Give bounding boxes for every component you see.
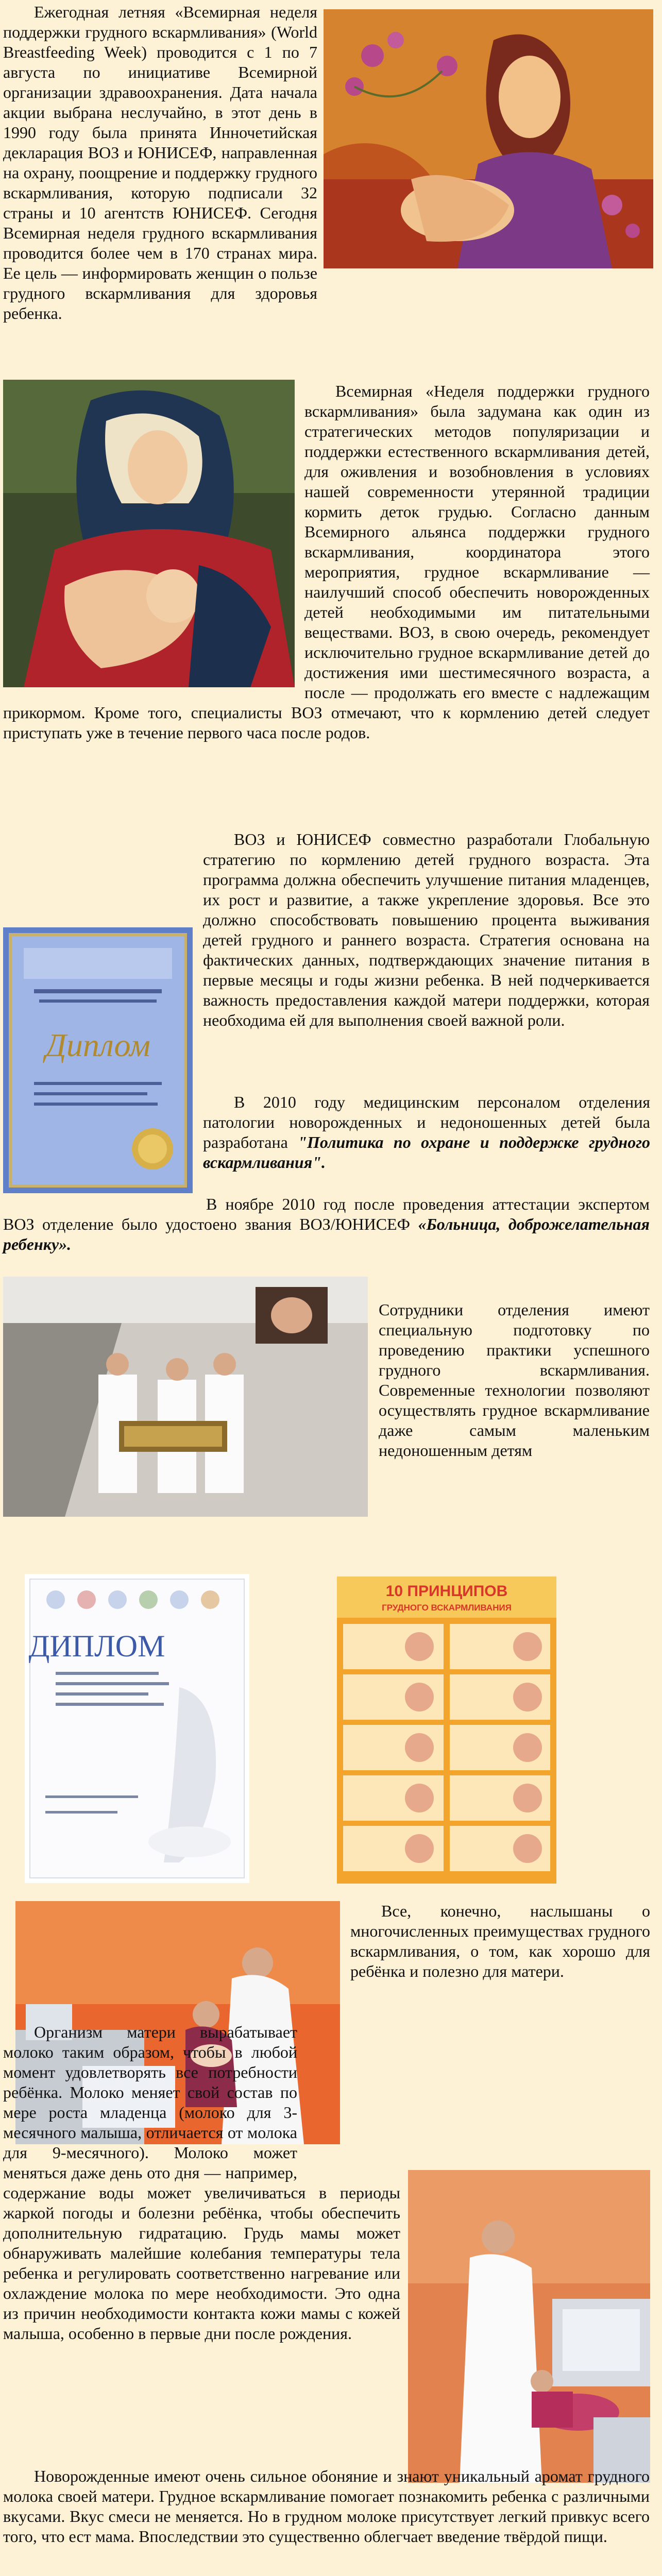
certification-title: «Больница, доброжелательная ребенку». [3,1215,650,1253]
diploma-2-title: ДИПЛОМ [28,1629,165,1663]
poster-subtitle: ГРУДНОГО ВСКАРМЛИВАНИЯ [382,1603,512,1613]
policy-title: "Политика по охране и поддержке грудного вскармливания". [203,1133,651,1172]
paragraph-smell [3,2466,650,2547]
paragraph-milk-text: Организм матери вырабатывает молоко таким образом, чтобы в любой момент удовлетворять все потребности ребёнка. Молоко меняет свой состав по мере роста младенца (молоко для 3-месячного малыша, отличается от молока для 9-месячного). Молоко может меняться даже день ото дня — например, содержание воды может увеличиваться в периоды жаркой погоды и болезни ребёнка, чтобы обеспечить дополнительную гидратацию. Грудь мамы может обнаруживать малейшие колебания температуры тела ребенка и регулировать соответственно нагревание или охлаждение молока по мере необходимости. Это одна из причин необходимости контакта кожи мамы с кожей малыша, особенно в первые дни после рождения. [3,2023,400,2343]
paragraph-benefits [350,1901,650,1981]
poster-title: 10 ПРИНЦИПОВ [385,1583,508,1600]
paragraph-smell-text: Новорожденные имеют очень сильное обоняние и знают уникальный аромат грудного молока своей матери. Грудное вскармливание помогает познакомить ребенка с различными вкусами. Вкус смеси не меняется. Но в грудном молоке присутствует легкий привкус всего того, что ест мама. Впоследствии это существенно облегчает введение твёрдой пищи. [3,2467,650,2546]
paragraph-strategy-body: ВОЗ и ЮНИСЕФ совместно разработали Глобальную стратегию по кормлению детей грудного возраста. Эта программа должна обеспечить улучшение питания младенцев, их рост и развитие, а также укрепление здоровья. Все это должно способствовать повышению процента выживания детей грудного и раннего возраста. Стратегия основана на фактических данных, подтверждающих значение питания в первые месяцы и годы жизни ребенка. В ней подчеркивается важность предоставления каждой матери поддержки, которая необходима ей для выполнения своей важной роли. [203,830,650,1029]
mother-flowers-painting [324,9,653,268]
image-float-spacer [3,381,304,690]
diploma-1-title: Диплом [45,1027,150,1063]
diploma-float-spacer [3,930,203,1198]
paragraph-intro-text: Ежегодная летняя «Всемирная неделя поддержки грудного вскармливания» (World Breastfeeding Week) проводится с 1 по 7 августа по инициативе Всемирной организации здравоохранения. Дата начала акции выбрана неслучайно, в этот день в 1990 году была принята Инночетийская декларация ВОЗ и ЮНИСЕФ, направленная на охрану, поощрение и поддержку грудного вскармливания, которую подписали 32 страны и 10 агентств ЮНИСЕФ. Сегодня Всемирная неделя грудного вскармливания проводится более чем в 170 странах мира. Ее цель — информировать женщин о пользе грудного вскармливания для здоровья ребенка. [3,3,317,323]
paragraph-certification [3,1194,650,1255]
photo-float-spacer-top [297,2022,650,2167]
paragraph-policy-text [203,1092,650,1173]
paragraph-certification-text [3,1194,650,1255]
ten-principles-poster [337,1577,556,1884]
paragraph-staff [379,1300,650,1461]
paragraph-policy [203,1092,650,1173]
paragraph-intro [3,2,317,324]
paragraph-certification-body: В ноябре 2010 год после проведения аттестации экспертом ВОЗ отделение было удостоено звания ВОЗ/ЮНИСЕФ [3,1195,650,1233]
paragraph-policy-body: В 2010 году медицинским персоналом отделения патологии новорожденных и недоношенных детей была разработана [203,1093,650,1151]
photo-float-spacer-bottom [400,2167,650,2487]
staff-photo [3,1277,368,1517]
paragraph-week-body: Всемирная «Неделя поддержки грудного вскармливания» была задумана как один из стратегических методов популяризации и поддержки естественного вскармливания детей, для оживления и возобновления в условиях нашей современности утерянной традиции кормить деток грудью. Согласно данным Всемирного альянса поддержки грудного вскармливания, координатора этого мероприятия, грудное вскармливание — наилучший способ обеспечить новорожденных детей необходимыми им питательными веществами. ВОЗ, в свою очередь, рекомендует исключительно грудное вскармливание детей до достижения ими шестимесячного возраста, а после — продолжать его вместе с надлежащим прикормом. Кроме того, специалисты ВОЗ отмечают, что к кормлению детей следует приступать уже в течение первого часа после родов. [3,382,650,742]
paragraph-strategy-text [3,829,650,1030]
paragraph-week-wrap [3,381,650,743]
paragraph-benefits-text: Все, конечно, наслышаны о многочисленных преимуществах грудного вскармливания, о том, как хорошо для ребёнка и полезно для матери. [350,1902,650,1980]
diploma-image-2 [25,1574,249,1883]
paragraph-milk [3,2022,650,2487]
paragraph-staff-text: Сотрудники отделения имеют специальную подготовку по проведению практики успешного грудного вскармливания. Современные технологии позволяют осуществлять грудное вскармливание даже самым маленьким недоношенным детям [379,1300,650,1460]
